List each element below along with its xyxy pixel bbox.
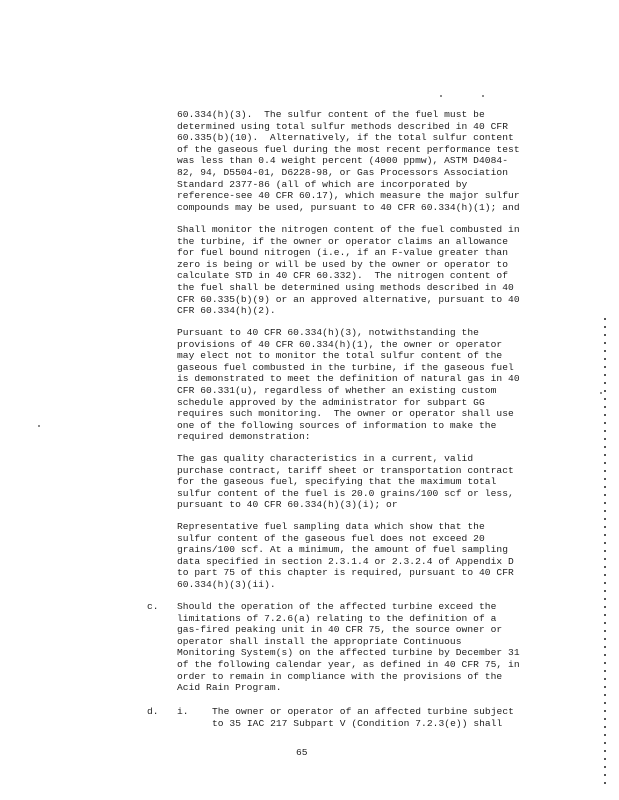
scan-speck <box>482 95 484 97</box>
text-line: of the following calendar year, as defined in 40 CFR 75, in <box>177 658 520 670</box>
text-line: Monitoring System(s) on the affected turbine by December 31 <box>177 647 520 659</box>
text-line: The gas quality characteristics in a current, valid <box>177 453 474 464</box>
paragraph-item-c-acid-rain <box>177 601 520 694</box>
text-line: the turbine, if the owner or operator claims an allowance <box>177 235 509 247</box>
list-marker-d: d. <box>147 706 159 717</box>
text-line: for fuel bound nitrogen (i.e., if an F-value greater than <box>177 247 509 259</box>
text-line: Should the operation of the affected turbine exceed the <box>177 601 497 612</box>
text-line: determined using total sulfur methods described in 40 CFR <box>177 120 509 132</box>
text-line: sulfur content of the gaseous fuel does not exceed 20 <box>177 532 485 544</box>
text-line: gaseous fuel combusted in the turbine, if the gaseous fuel <box>177 361 514 373</box>
text-line: to part 75 of this chapter is required, pursuant to 40 CFR <box>177 567 514 579</box>
text-line: purchase contract, tariff sheet or transportation contract <box>177 464 514 476</box>
text-line: Acid Rain Program. <box>177 682 282 694</box>
text-line: Representative fuel sampling data which show that the <box>177 521 485 532</box>
list-marker-c: c. <box>147 601 159 612</box>
text-line: 60.335(b)(10). Alternatively, if the total sulfur content <box>177 132 514 144</box>
text-line: limitations of 7.2.6(a) relating to the definition of a <box>177 612 497 624</box>
text-line: reference-see 40 CFR 60.17), which measure the major sulfur <box>177 190 520 202</box>
paragraph-nitrogen-content-monitoring <box>177 224 520 317</box>
page-number: 65 <box>296 747 308 758</box>
text-line: required demonstration: <box>177 431 311 443</box>
text-line: may elect not to monitor the total sulfur content of the <box>177 350 503 362</box>
text-line: Pursuant to 40 CFR 60.334(h)(3), notwithstanding the <box>177 327 479 338</box>
text-line: of the gaseous fuel during the most recent performance test <box>177 143 520 155</box>
text-line: data specified in section 2.3.1.4 or 2.3.2.4 of Appendix D <box>177 555 514 567</box>
text-line: CFR 60.331(u), regardless of whether an existing custom <box>177 384 497 396</box>
text-line: gas-fired peaking unit in 40 CFR 75, the source owner or <box>177 624 503 636</box>
scan-speck <box>440 95 442 97</box>
paragraph-representative-sampling <box>177 521 514 591</box>
text-line: CFR 60.334(h)(2). <box>177 305 276 317</box>
text-line: 60.334(h)(3)(ii). <box>177 578 276 590</box>
text-line: calculate STD in 40 CFR 60.332). The nitrogen content of <box>177 270 509 282</box>
text-line: Shall monitor the nitrogen content of the fuel combusted in <box>177 224 520 235</box>
text-line: grains/100 scf. At a minimum, the amount of fuel sampling <box>177 544 509 556</box>
text-line: zero is being or will be used by the owner or operator to <box>177 258 509 270</box>
text-line: sulfur content of the fuel is 20.0 grains/100 scf or less, <box>177 487 514 499</box>
text-line: the fuel shall be determined using methods described in 40 <box>177 281 514 293</box>
text-line: one of the following sources of information to make the <box>177 419 497 431</box>
paragraph-item-d-1 <box>212 706 514 729</box>
text-line: Standard 2377-86 (all of which are incorporated by <box>177 178 468 190</box>
list-marker-d-1: i. <box>177 706 189 717</box>
text-line: pursuant to 40 CFR 60.334(h)(3)(i); or <box>177 499 398 511</box>
scan-speck <box>38 425 40 427</box>
text-line: 82, 94, D5504-01, D6228-98, or Gas Processors Association <box>177 166 509 178</box>
text-line: compounds may be used, pursuant to 40 CFR 60.334(h)(1); and <box>177 201 520 213</box>
scan-speck <box>600 392 602 394</box>
paragraph-gas-quality-characteristics <box>177 453 514 511</box>
text-line: for the gaseous fuel, specifying that the maximum total <box>177 476 497 488</box>
text-line: requires such monitoring. The owner or operator shall use <box>177 408 514 420</box>
text-line: 60.334(h)(3). The sulfur content of the fuel must be <box>177 109 485 120</box>
text-line: CFR 60.335(b)(9) or an approved alternative, pursuant to 40 <box>177 293 520 305</box>
text-line: operator shall install the appropriate Continuous <box>177 635 462 647</box>
text-line: order to remain in compliance with the provisions of the <box>177 670 503 682</box>
text-line: was less than 0.4 weight percent (4000 ppmw), ASTM D4084- <box>177 155 509 167</box>
text-line: The owner or operator of an affected turbine subject <box>212 706 514 717</box>
paragraph-natural-gas-exemption <box>177 327 520 443</box>
text-line: is demonstrated to meet the definition of natural gas in 40 <box>177 373 520 385</box>
paragraph-sulfur-content-method <box>177 109 520 213</box>
scan-edge-artifact <box>604 318 606 788</box>
text-line: provisions of 40 CFR 60.334(h)(1), the owner or operator <box>177 338 503 350</box>
text-line: to 35 IAC 217 Subpart V (Condition 7.2.3(e)) shall <box>212 717 503 729</box>
text-line: schedule approved by the administrator for subpart GG <box>177 396 485 408</box>
